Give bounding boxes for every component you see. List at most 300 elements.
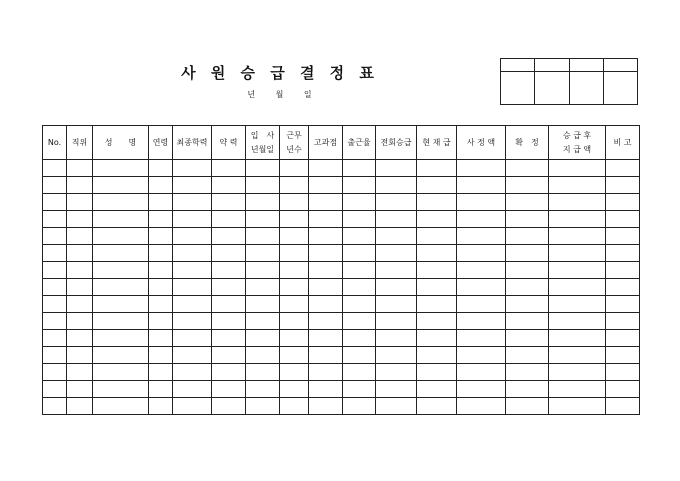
table-cell[interactable] [43, 313, 67, 330]
column-header-line: 성 명 [104, 137, 137, 147]
table-cell[interactable] [67, 347, 93, 364]
table-cell[interactable] [212, 364, 246, 381]
table-cell[interactable] [549, 279, 606, 296]
column-header [549, 126, 606, 160]
table-cell[interactable] [43, 296, 67, 313]
table-cell[interactable] [93, 296, 149, 313]
approval-sign-cell[interactable] [603, 72, 637, 105]
table-cell[interactable] [549, 177, 606, 194]
table-cell[interactable] [606, 194, 640, 211]
table-cell[interactable] [309, 262, 343, 279]
table-cell[interactable] [93, 330, 149, 347]
table-cell[interactable] [506, 211, 549, 228]
table-cell[interactable] [457, 245, 506, 262]
table-cell[interactable] [506, 177, 549, 194]
day-label: 일 [303, 90, 313, 99]
table-cell[interactable] [67, 211, 93, 228]
table-cell[interactable] [43, 194, 67, 211]
month-label: 월 [275, 90, 285, 99]
table-cell[interactable] [173, 381, 212, 398]
table-cell[interactable] [43, 381, 67, 398]
table-cell[interactable] [149, 296, 173, 313]
column-header [280, 126, 309, 160]
table-cell[interactable] [149, 211, 173, 228]
column-header [376, 126, 417, 160]
column-header [43, 126, 67, 160]
table-cell[interactable] [149, 245, 173, 262]
table-body [43, 160, 640, 415]
table-cell[interactable] [246, 279, 280, 296]
table-cell[interactable] [67, 296, 93, 313]
table-cell[interactable] [280, 245, 309, 262]
table-cell[interactable] [417, 245, 457, 262]
table-row [43, 347, 640, 364]
table-cell[interactable] [67, 160, 93, 177]
table-row [43, 330, 640, 347]
column-header-line: 입 사 [250, 130, 275, 140]
table-cell[interactable] [309, 211, 343, 228]
column-header [173, 126, 212, 160]
table-cell[interactable] [506, 381, 549, 398]
header-row [43, 126, 640, 160]
table-cell[interactable] [549, 245, 606, 262]
table-cell[interactable] [606, 177, 640, 194]
table-cell[interactable] [309, 364, 343, 381]
table-cell[interactable] [343, 330, 376, 347]
table-cell[interactable] [67, 262, 93, 279]
table-cell[interactable] [173, 211, 212, 228]
column-header-line: 년수 [286, 144, 302, 154]
table-cell[interactable] [149, 330, 173, 347]
column-header [417, 126, 457, 160]
table-cell[interactable] [506, 296, 549, 313]
table-cell[interactable] [67, 330, 93, 347]
table-cell[interactable] [173, 364, 212, 381]
table-cell[interactable] [149, 279, 173, 296]
table-cell[interactable] [606, 330, 640, 347]
table-cell[interactable] [457, 347, 506, 364]
table-cell[interactable] [93, 313, 149, 330]
table-cell[interactable] [43, 364, 67, 381]
table-cell[interactable] [309, 245, 343, 262]
table-cell[interactable] [606, 398, 640, 415]
table-cell[interactable] [67, 194, 93, 211]
table-cell[interactable] [457, 381, 506, 398]
table-cell[interactable] [246, 364, 280, 381]
table-cell[interactable] [173, 194, 212, 211]
table-cell[interactable] [417, 279, 457, 296]
table-cell[interactable] [67, 177, 93, 194]
table-cell[interactable] [280, 160, 309, 177]
table-cell[interactable] [549, 381, 606, 398]
table-cell[interactable] [93, 245, 149, 262]
table-cell[interactable] [246, 177, 280, 194]
table-row [43, 262, 640, 279]
table-cell[interactable] [309, 313, 343, 330]
table-cell[interactable] [280, 381, 309, 398]
table-cell[interactable] [457, 313, 506, 330]
table-cell[interactable] [376, 177, 417, 194]
column-header [343, 126, 376, 160]
table-cell[interactable] [149, 381, 173, 398]
table-cell[interactable] [343, 245, 376, 262]
table-cell[interactable] [280, 279, 309, 296]
table-cell[interactable] [343, 194, 376, 211]
table-cell[interactable] [549, 296, 606, 313]
table-row [43, 279, 640, 296]
table-cell[interactable] [149, 364, 173, 381]
table-cell[interactable] [93, 279, 149, 296]
table-cell[interactable] [417, 381, 457, 398]
table-cell[interactable] [506, 313, 549, 330]
table-cell[interactable] [606, 381, 640, 398]
table-cell[interactable] [343, 313, 376, 330]
table-cell[interactable] [506, 228, 549, 245]
table-cell[interactable] [67, 398, 93, 415]
table-cell[interactable] [343, 347, 376, 364]
table-cell[interactable] [506, 245, 549, 262]
table-cell[interactable] [246, 228, 280, 245]
table-cell[interactable] [212, 313, 246, 330]
table-cell[interactable] [376, 245, 417, 262]
table-cell[interactable] [43, 347, 67, 364]
table-cell[interactable] [376, 330, 417, 347]
table-cell[interactable] [343, 262, 376, 279]
table-cell[interactable] [149, 262, 173, 279]
table-cell[interactable] [376, 313, 417, 330]
table-cell[interactable] [173, 296, 212, 313]
table-cell[interactable] [606, 296, 640, 313]
column-header-line: 년월일 [250, 144, 275, 154]
table-cell[interactable] [457, 364, 506, 381]
table-cell[interactable] [280, 211, 309, 228]
table-cell[interactable] [212, 262, 246, 279]
table-cell[interactable] [606, 211, 640, 228]
table-cell[interactable] [549, 211, 606, 228]
table-cell[interactable] [43, 398, 67, 415]
table-cell[interactable] [149, 398, 173, 415]
table-cell[interactable] [93, 262, 149, 279]
table-cell[interactable] [417, 330, 457, 347]
table-cell[interactable] [246, 296, 280, 313]
table-cell[interactable] [506, 194, 549, 211]
column-header-line: 고과점 [313, 137, 338, 147]
table-cell[interactable] [376, 194, 417, 211]
table-cell[interactable] [457, 296, 506, 313]
table-cell[interactable] [457, 279, 506, 296]
table-cell[interactable] [43, 330, 67, 347]
table-cell[interactable] [280, 313, 309, 330]
table-cell[interactable] [149, 347, 173, 364]
table-cell[interactable] [343, 364, 376, 381]
table-cell[interactable] [549, 398, 606, 415]
table-cell[interactable] [246, 313, 280, 330]
table-cell[interactable] [457, 160, 506, 177]
approval-cell[interactable] [603, 59, 637, 72]
table-cell[interactable] [149, 194, 173, 211]
table-cell[interactable] [43, 228, 67, 245]
table-cell[interactable] [173, 245, 212, 262]
table-cell[interactable] [212, 398, 246, 415]
column-header [246, 126, 280, 160]
table-cell[interactable] [173, 160, 212, 177]
table-cell[interactable] [212, 177, 246, 194]
table-cell[interactable] [93, 194, 149, 211]
column-header [606, 126, 640, 160]
table-cell[interactable] [343, 228, 376, 245]
table-cell[interactable] [549, 194, 606, 211]
table-cell[interactable] [457, 228, 506, 245]
table-cell[interactable] [280, 194, 309, 211]
table-cell[interactable] [93, 398, 149, 415]
table-cell[interactable] [549, 228, 606, 245]
table-cell[interactable] [67, 313, 93, 330]
table-cell[interactable] [606, 262, 640, 279]
column-header [506, 126, 549, 160]
document-title: 사 원 승 급 결 정 표 [181, 64, 379, 82]
table-cell[interactable] [67, 364, 93, 381]
table-cell[interactable] [246, 245, 280, 262]
column-header-line: 전회승급 [380, 137, 412, 147]
table-cell[interactable] [376, 262, 417, 279]
table-cell[interactable] [417, 177, 457, 194]
table-cell[interactable] [212, 381, 246, 398]
table-cell[interactable] [506, 347, 549, 364]
approval-sign-cell[interactable] [535, 72, 569, 105]
table-cell[interactable] [376, 381, 417, 398]
column-header-line: 사 정 액 [466, 137, 496, 147]
column-header [149, 126, 173, 160]
table-cell[interactable] [309, 296, 343, 313]
table-cell[interactable] [376, 347, 417, 364]
table-cell[interactable] [606, 347, 640, 364]
table-cell[interactable] [212, 160, 246, 177]
table-cell[interactable] [43, 211, 67, 228]
table-cell[interactable] [457, 194, 506, 211]
table-cell[interactable] [417, 211, 457, 228]
table-cell[interactable] [343, 296, 376, 313]
table-cell[interactable] [212, 347, 246, 364]
promotion-table [42, 125, 640, 415]
table-cell[interactable] [246, 330, 280, 347]
table-row [43, 398, 640, 415]
table-cell[interactable] [606, 279, 640, 296]
table-cell[interactable] [506, 330, 549, 347]
year-label: 년 [247, 90, 257, 99]
table-cell[interactable] [212, 194, 246, 211]
table-cell[interactable] [93, 177, 149, 194]
table-cell[interactable] [606, 364, 640, 381]
table-cell[interactable] [43, 245, 67, 262]
table-cell[interactable] [417, 347, 457, 364]
table-cell[interactable] [606, 313, 640, 330]
table-cell[interactable] [173, 228, 212, 245]
table-cell[interactable] [417, 398, 457, 415]
table-cell[interactable] [93, 228, 149, 245]
table-cell[interactable] [506, 398, 549, 415]
table-cell[interactable] [212, 211, 246, 228]
column-header-line: 현 재 급 [422, 137, 451, 147]
date-line [150, 89, 410, 100]
table-cell[interactable] [457, 398, 506, 415]
table-cell[interactable] [173, 330, 212, 347]
table-cell[interactable] [173, 262, 212, 279]
table-cell[interactable] [376, 364, 417, 381]
table-cell[interactable] [309, 381, 343, 398]
table-cell[interactable] [212, 245, 246, 262]
table-cell[interactable] [417, 228, 457, 245]
table-cell[interactable] [417, 262, 457, 279]
table-cell[interactable] [93, 381, 149, 398]
table-row [43, 296, 640, 313]
table-cell[interactable] [376, 398, 417, 415]
approval-cell[interactable] [501, 59, 535, 72]
table-cell[interactable] [280, 364, 309, 381]
table-cell[interactable] [93, 211, 149, 228]
table-cell[interactable] [280, 262, 309, 279]
table-cell[interactable] [67, 228, 93, 245]
table-cell[interactable] [173, 313, 212, 330]
table-cell[interactable] [93, 160, 149, 177]
table-cell[interactable] [67, 279, 93, 296]
table-cell[interactable] [280, 398, 309, 415]
table-cell[interactable] [506, 279, 549, 296]
approval-box [500, 58, 638, 105]
column-header-line: 연령 [152, 137, 169, 147]
table-cell[interactable] [280, 296, 309, 313]
table-cell[interactable] [457, 262, 506, 279]
table-cell[interactable] [606, 160, 640, 177]
table-cell[interactable] [246, 381, 280, 398]
table-cell[interactable] [149, 177, 173, 194]
table-cell[interactable] [343, 211, 376, 228]
column-header [309, 126, 343, 160]
column-header-line: No. [47, 137, 62, 147]
table-cell[interactable] [606, 228, 640, 245]
table-cell[interactable] [343, 279, 376, 296]
table-cell[interactable] [417, 194, 457, 211]
table-row [43, 228, 640, 245]
table-cell[interactable] [376, 211, 417, 228]
table-cell[interactable] [246, 160, 280, 177]
table-cell[interactable] [149, 228, 173, 245]
table-cell[interactable] [549, 160, 606, 177]
column-header-line: 최종학력 [176, 137, 208, 147]
table-cell[interactable] [246, 262, 280, 279]
column-header-line: 출근율 [347, 137, 371, 147]
table-cell[interactable] [343, 160, 376, 177]
table-cell[interactable] [149, 313, 173, 330]
table-cell[interactable] [246, 347, 280, 364]
table-cell[interactable] [417, 313, 457, 330]
table-cell[interactable] [309, 160, 343, 177]
table-cell[interactable] [417, 364, 457, 381]
table-cell[interactable] [173, 398, 212, 415]
table-cell[interactable] [43, 177, 67, 194]
table-cell[interactable] [343, 381, 376, 398]
table-cell[interactable] [457, 211, 506, 228]
table-row [43, 364, 640, 381]
table-cell[interactable] [549, 364, 606, 381]
table-cell[interactable] [43, 262, 67, 279]
table-cell[interactable] [212, 228, 246, 245]
table-cell[interactable] [549, 330, 606, 347]
table-cell[interactable] [343, 177, 376, 194]
table-cell[interactable] [376, 279, 417, 296]
table-cell[interactable] [43, 160, 67, 177]
table-cell[interactable] [67, 381, 93, 398]
table-cell[interactable] [280, 177, 309, 194]
table-cell[interactable] [212, 279, 246, 296]
table-cell[interactable] [309, 228, 343, 245]
table-cell[interactable] [93, 364, 149, 381]
column-header [212, 126, 246, 160]
table-cell[interactable] [309, 398, 343, 415]
column-header-line: 근무 [286, 130, 302, 140]
table-cell[interactable] [506, 262, 549, 279]
table-cell[interactable] [173, 347, 212, 364]
column-header [67, 126, 93, 160]
table-cell[interactable] [506, 160, 549, 177]
table-cell[interactable] [549, 313, 606, 330]
approval-sign-cell[interactable] [501, 72, 535, 105]
table-cell[interactable] [376, 228, 417, 245]
table-cell[interactable] [457, 177, 506, 194]
table-cell[interactable] [309, 330, 343, 347]
table-cell[interactable] [212, 296, 246, 313]
table-cell[interactable] [417, 296, 457, 313]
table-cell[interactable] [376, 296, 417, 313]
table-row [43, 177, 640, 194]
table-cell[interactable] [457, 330, 506, 347]
table-cell[interactable] [280, 228, 309, 245]
table-cell[interactable] [173, 279, 212, 296]
table-cell[interactable] [506, 364, 549, 381]
column-header [93, 126, 149, 160]
approval-sign-cell[interactable] [569, 72, 603, 105]
table-cell[interactable] [43, 279, 67, 296]
table-cell[interactable] [417, 160, 457, 177]
table-cell[interactable] [212, 330, 246, 347]
approval-cell[interactable] [569, 59, 603, 72]
table-row [43, 381, 640, 398]
table-row [43, 245, 640, 262]
table-cell[interactable] [246, 211, 280, 228]
table-cell[interactable] [376, 160, 417, 177]
column-header-line: 승 급 후 [562, 130, 592, 140]
table-cell[interactable] [246, 194, 280, 211]
table-cell[interactable] [343, 398, 376, 415]
table-cell[interactable] [309, 194, 343, 211]
table-cell[interactable] [309, 279, 343, 296]
table-cell[interactable] [309, 177, 343, 194]
table-cell[interactable] [149, 160, 173, 177]
table-cell[interactable] [606, 245, 640, 262]
column-header-line: 지 급 액 [562, 144, 592, 154]
table-cell[interactable] [246, 398, 280, 415]
table-cell[interactable] [93, 347, 149, 364]
table-cell[interactable] [280, 347, 309, 364]
table-row [43, 313, 640, 330]
table-cell[interactable] [309, 347, 343, 364]
table-cell[interactable] [549, 347, 606, 364]
approval-cell[interactable] [535, 59, 569, 72]
table-cell[interactable] [280, 330, 309, 347]
table-cell[interactable] [67, 245, 93, 262]
table-cell[interactable] [549, 262, 606, 279]
table-cell[interactable] [173, 177, 212, 194]
table-row [43, 160, 640, 177]
